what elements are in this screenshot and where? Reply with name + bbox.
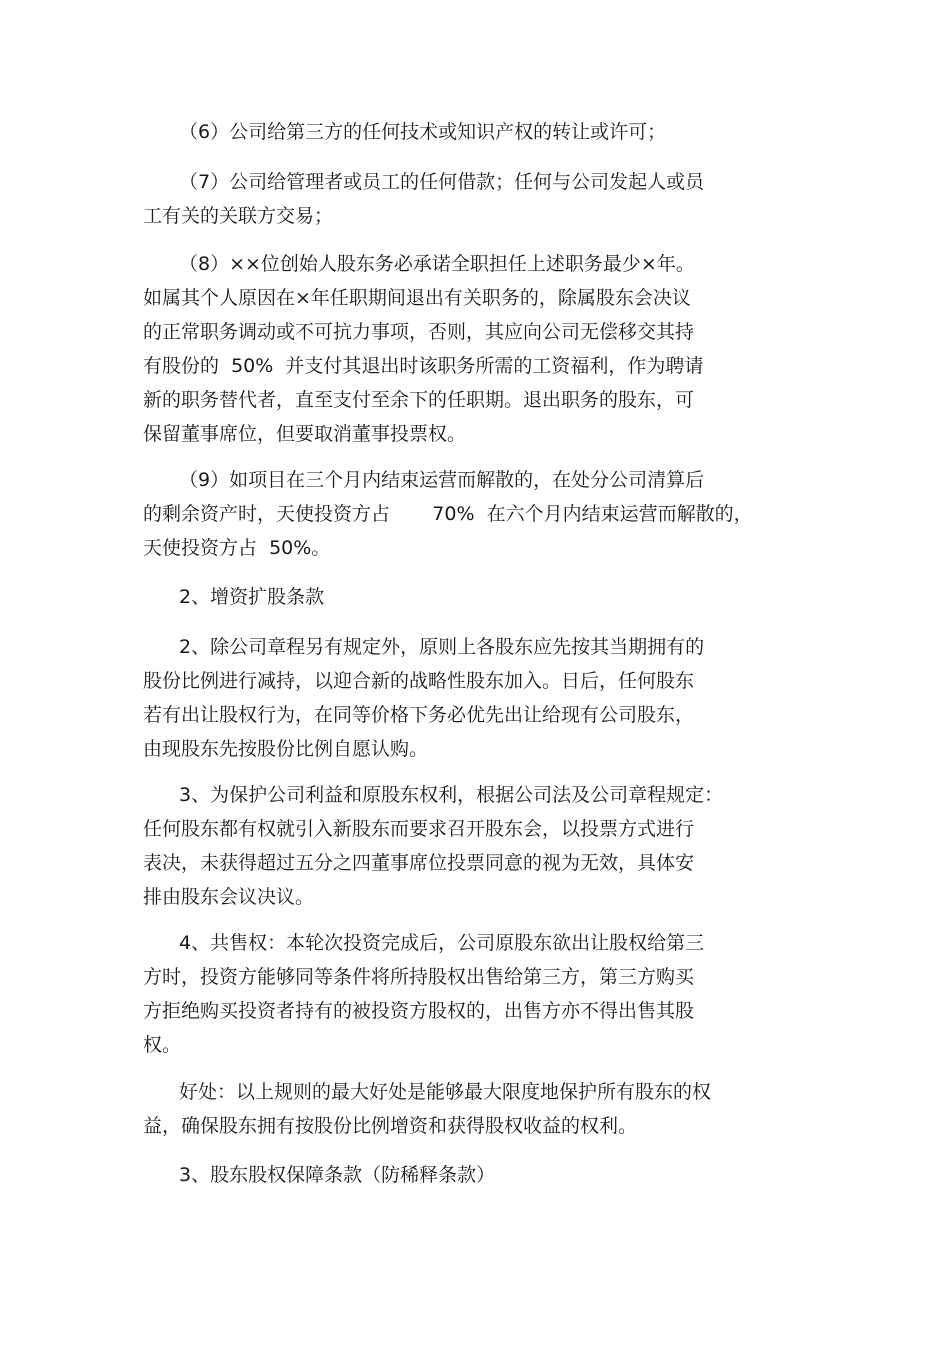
paragraph-benefits xyxy=(143,1075,803,1143)
section-heading-anti-dilution xyxy=(143,1158,803,1192)
paragraph-item-2 xyxy=(143,630,803,766)
paragraph-item-3 xyxy=(143,778,803,914)
paragraph-clause-9 xyxy=(143,463,803,565)
text-line: （7）公司给管理者或员工的任何借款；任何与公司发起人或员 xyxy=(179,171,705,193)
paragraph-clause-6 xyxy=(143,115,803,149)
text-line: 权。 xyxy=(143,1034,182,1056)
text-line: 天使投资方占 50%。 xyxy=(143,537,331,559)
text-line: 3、为保护公司利益和原股东权利，根据公司法及公司章程规定： xyxy=(179,784,724,806)
text-line: 任何股东都有权就引入新股东而要求召开股东会，以投票方式进行 xyxy=(143,818,695,840)
text-line: 如属其个人原因在×年任职期间退出有关职务的，除属股东会决议 xyxy=(143,287,691,309)
text-line: （6）公司给第三方的任何技术或知识产权的转让或许可； xyxy=(179,121,667,143)
text-line: 方时，投资方能够同等条件将所持股权出售给第三方，第三方购买 xyxy=(143,966,695,988)
text-line: 4、共售权：本轮次投资完成后，公司原股东欲出让股权给第三 xyxy=(179,932,705,954)
text-line: （9）如项目在三个月内结束运营而解散的，在处分公司清算后 xyxy=(179,469,705,491)
text-line: （8）××位创始人股东务必承诺全职担任上述职务最少×年。 xyxy=(179,253,695,275)
text-line: 表决，未获得超过五分之四董事席位投票同意的视为无效，具体安 xyxy=(143,852,695,874)
text-line: 2、增资扩股条款 xyxy=(179,586,325,608)
text-line: 好处：以上规则的最大好处是能够最大限度地保护所有股东的权 xyxy=(179,1081,712,1103)
text-line: 保留董事席位，但要取消董事投票权。 xyxy=(143,423,467,445)
text-line: 的剩余资产时，天使投资方占 70% 在六个月内结束运营而解散的， xyxy=(143,503,753,525)
section-heading-capital-increase xyxy=(143,580,803,614)
text-line: 有股份的 50% 并支付其退出时该职务所需的工资福利，作为聘请 xyxy=(143,355,704,377)
paragraph-clause-7 xyxy=(143,165,803,233)
paragraph-clause-8 xyxy=(143,247,803,451)
text-line: 的正常职务调动或不可抗力事项，否则，其应向公司无偿移交其持 xyxy=(143,321,695,343)
text-line: 股份比例进行减持，以迎合新的战略性股东加入。日后，任何股东 xyxy=(143,670,695,692)
text-line: 若有出让股权行为，在同等价格下务必优先出让给现有公司股东， xyxy=(143,704,695,726)
text-line: 益，确保股东拥有按股份比例增资和获得股权收益的权利。 xyxy=(143,1115,638,1137)
text-line: 2、除公司章程另有规定外，原则上各股东应先按其当期拥有的 xyxy=(179,636,705,658)
paragraph-item-4 xyxy=(143,926,803,1062)
text-line: 新的职务替代者，直至支付至余下的任职期。退出职务的股东，可 xyxy=(143,389,695,411)
text-line: 方拒绝购买投资者持有的被投资方股权的，出售方亦不得出售其股 xyxy=(143,1000,695,1022)
text-line: 3、股东股权保障条款（防稀释条款） xyxy=(179,1164,496,1186)
text-line: 工有关的关联方交易； xyxy=(143,205,334,227)
text-line: 由现股东先按股份比例自愿认购。 xyxy=(143,738,429,760)
text-line: 排由股东会议决议。 xyxy=(143,886,315,908)
